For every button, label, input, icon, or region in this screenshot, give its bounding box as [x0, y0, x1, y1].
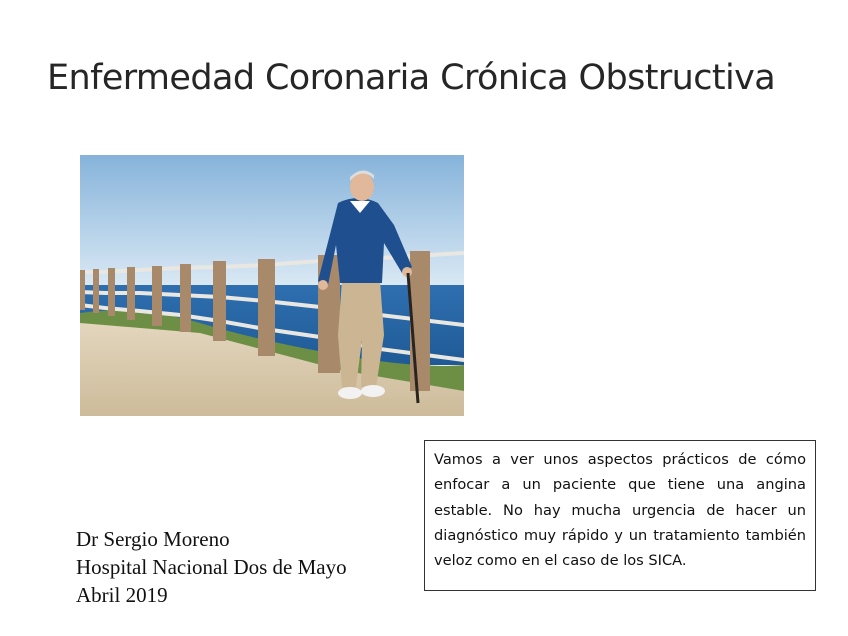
slide-photo: [80, 155, 464, 416]
author-date: Abril 2019: [76, 583, 168, 607]
author-institution: Hospital Nacional Dos de Mayo: [76, 555, 347, 579]
author-block: [76, 525, 347, 609]
slide-title: Enfermedad Coronaria Crónica Obstructiva: [47, 58, 776, 98]
note-box: Vamos a ver unos aspectos prácticos de cómo enfocar a un paciente que tiene una angina estable. No hay mucha urgencia de hacer un diagnóstico muy rápido y un tratamiento también veloz como en el caso de los SICA.: [424, 440, 816, 591]
photo-illustration: [80, 155, 464, 416]
author-name: Dr Sergio Moreno: [76, 527, 230, 551]
